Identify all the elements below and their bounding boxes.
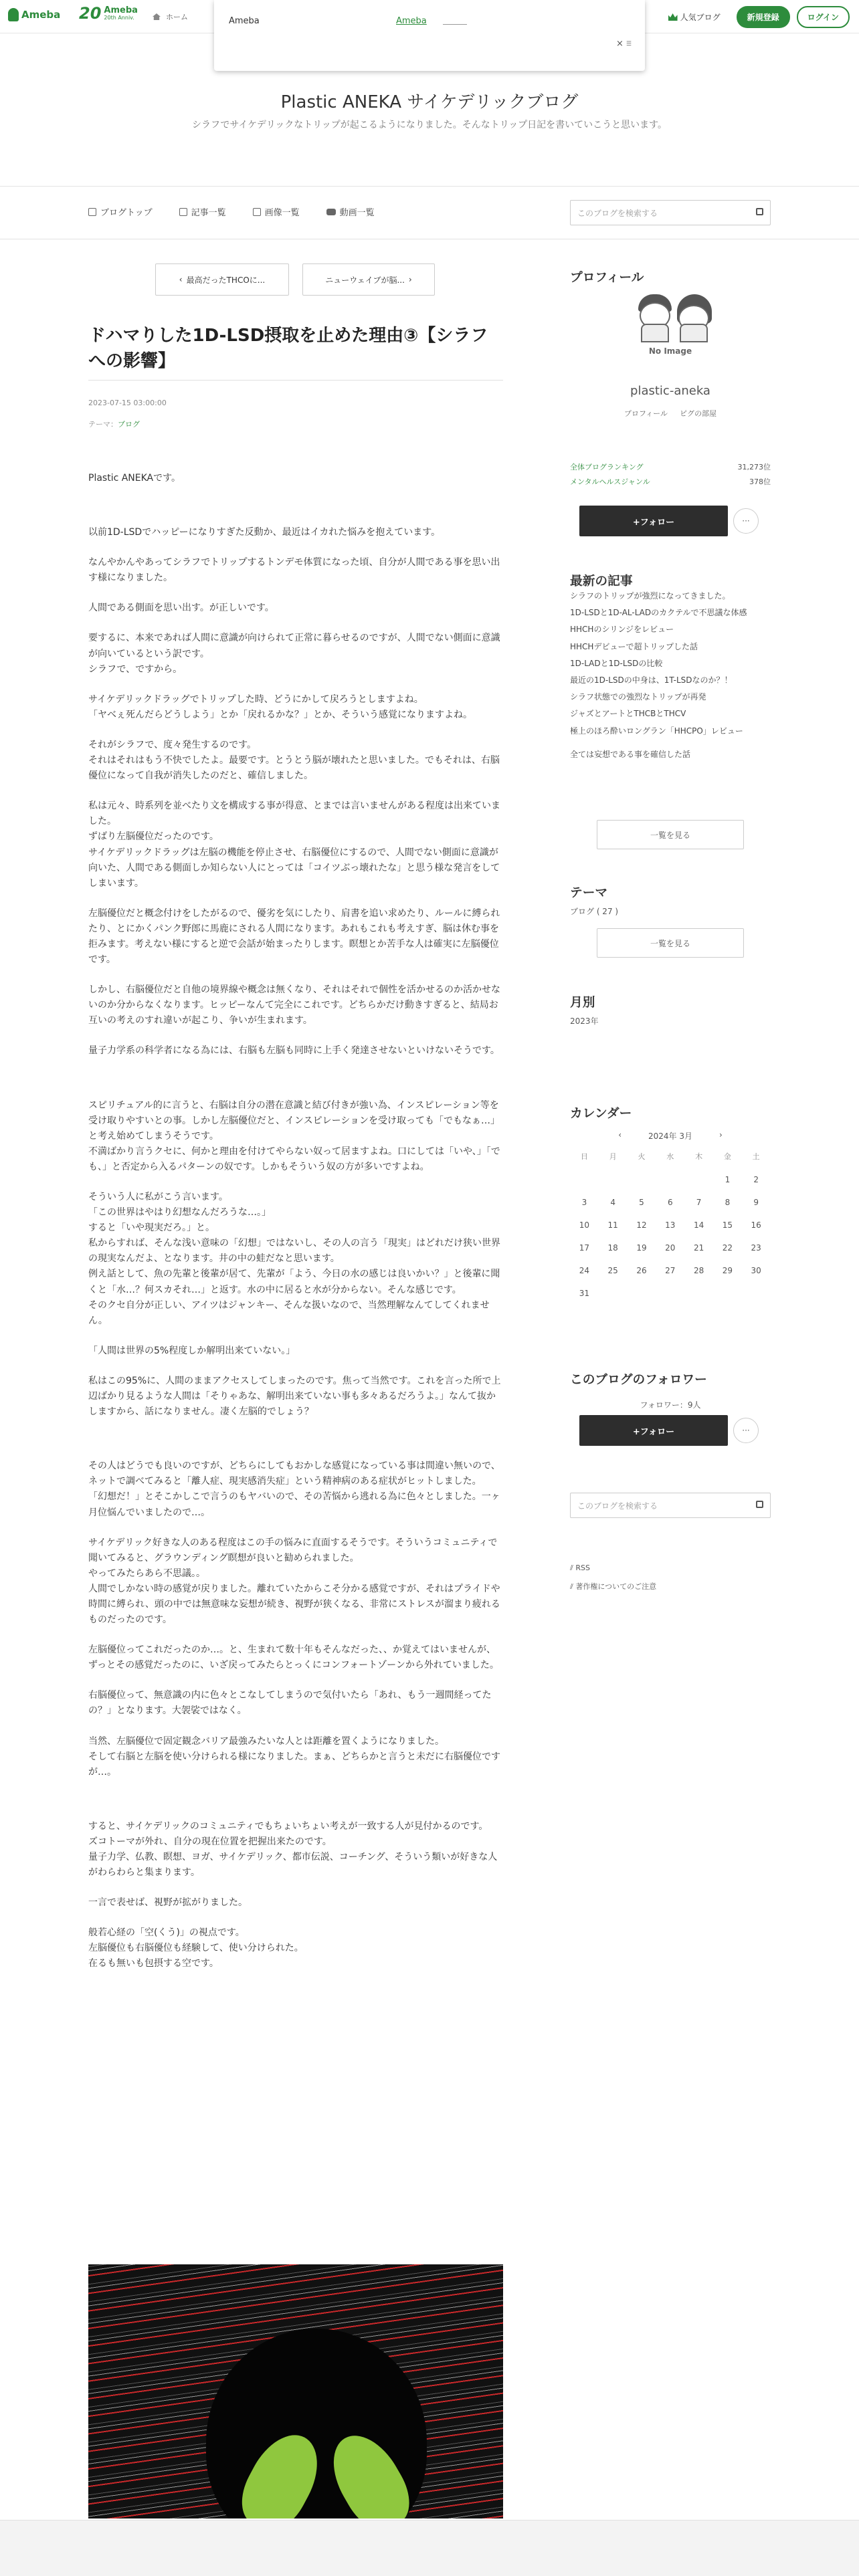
month-item[interactable]: 2023年 xyxy=(570,1016,599,1026)
calendar-day xyxy=(599,1175,628,1184)
theme-list-button[interactable]: 一覧を見る xyxy=(597,928,744,958)
recent-entry-link[interactable]: シラフのトリップが強烈になってきました。 xyxy=(570,591,731,601)
calendar-weekday: 木 xyxy=(695,1152,703,1161)
popular-label: 人気ブログ xyxy=(680,13,721,22)
calendar-day[interactable]: 11 xyxy=(607,1220,618,1230)
home-breadcrumb[interactable] xyxy=(153,11,188,22)
calendar-week xyxy=(570,1266,771,1275)
entry-paragraph: 私はこの95%に、人間のままアクセスしてしまったのです。焦って当然です。これを言った所で上辺ばかり見るような人間は「そりゃあな、解明出来ていない事も多々あるだろうよ。」なんて抜かしますから、話になりません。凄く左脳的でしょう？ xyxy=(88,1375,501,1418)
list-icon xyxy=(179,208,187,216)
calendar-day xyxy=(684,1289,713,1298)
avatar-body-right xyxy=(680,324,708,342)
entry-paragraph: その人はどうでも良いのですが、どちらにしてもおかしな感覚になっている事は間違い無いので、ネットで調べてみると「離人症、現実感消失症」という精神病のある症状がヒットしました。 「幻想だ！」とそこかしこで言うのもヤバいので、その苦悩から逃れる為に色々としました。一ヶ月位悩んでいましたので…。 xyxy=(88,1461,500,1518)
entry-paragraph: 以前1D-LSDでハッピーになりすぎた反動か、最近はイカれた悩みを抱えています。 xyxy=(88,527,441,538)
anniv-name: Ameba xyxy=(104,5,138,15)
rss-label: RSS xyxy=(575,1564,591,1572)
avatar[interactable] xyxy=(624,294,717,368)
follow-button[interactable]: +フォロー xyxy=(579,506,728,536)
rank-mental-label: メンタルヘルスジャンル xyxy=(570,477,650,486)
logo-text: Ameba xyxy=(21,9,61,21)
calendar-day xyxy=(713,1289,742,1298)
entry-paragraph: サイケデリックドラッグでトリップした時、どうにかして戻ろうとしますよね。 「ヤベぇ死んだらどうしよう」とか「戻れるかな？」とか、そういう感覚になりますよね。 xyxy=(88,693,472,720)
entry-paragraph: 量子力学系の科学者になる為には、右脳も左脳も同時に上手く発達させないといけないそうです。 xyxy=(88,1045,500,1057)
entry-image[interactable] xyxy=(88,2264,503,2518)
anniv-year: 20th Anniv. xyxy=(104,14,134,21)
calendar-day[interactable]: 23 xyxy=(751,1243,761,1253)
rank-mental[interactable] xyxy=(570,476,771,487)
recent-entry-link[interactable]: シラフ状態での強烈なトリップが再発 xyxy=(570,692,706,702)
calendar-week xyxy=(570,1198,771,1207)
login-button[interactable]: ログイン xyxy=(797,6,850,28)
calendar-month-nav xyxy=(570,1130,771,1142)
calendar-day[interactable]: 19 xyxy=(636,1243,647,1253)
calendar-day[interactable]: 8 xyxy=(725,1198,731,1207)
calendar-day[interactable]: 13 xyxy=(665,1220,676,1230)
profile-link[interactable]: プロフィール xyxy=(624,409,668,418)
calendar-day[interactable]: 21 xyxy=(693,1243,704,1253)
blog-title[interactable]: Plastic ANEKA サイケデリックブログ xyxy=(280,92,579,112)
entry-paragraph: 般若心経の「空(くう)」の視点です。 左脳優位も右脳優位も経験して、使い分けられた。 在るも無いも包摂する空です。 xyxy=(88,1927,304,1969)
theme-item[interactable]: ブログ ( 27 ) xyxy=(570,907,619,916)
recent-list-button[interactable]: 一覧を見る xyxy=(597,820,744,849)
calendar-day[interactable]: 17 xyxy=(579,1243,590,1253)
chevron-left-icon: ‹ xyxy=(179,275,183,284)
nav-label: ブログトップ xyxy=(100,208,153,218)
register-button[interactable]: 新規登録 xyxy=(737,6,790,28)
theme-label: テーマ： xyxy=(88,420,118,429)
calendar-day[interactable]: 31 xyxy=(579,1289,590,1298)
recent-entry-link[interactable]: ジャズとアートとTHCBとTHCV xyxy=(570,709,686,719)
calendar xyxy=(570,1130,771,1298)
rank-total[interactable] xyxy=(570,461,771,472)
calendar-day[interactable]: 16 xyxy=(751,1220,761,1230)
entry-paragraph: 要するに、本来であれば人間に意識が向けられて正常に暮らせるのですが、人間でない側面に意識が向いているという訳です。 シラフで、ですから。 xyxy=(88,633,500,675)
calendar-week xyxy=(570,1220,771,1230)
calendar-week xyxy=(570,1243,771,1253)
no-image-label: No Image xyxy=(648,346,692,356)
pigg-room-link[interactable]: ピグの部屋 xyxy=(679,409,717,418)
calendar-day[interactable]: 27 xyxy=(665,1266,676,1275)
calendar-weekday: 火 xyxy=(638,1152,646,1161)
calendar-day[interactable]: 22 xyxy=(722,1243,733,1253)
chevron-right-icon[interactable]: › xyxy=(719,1130,723,1140)
prev-entry-label: 最高だったTHCOに... xyxy=(186,275,266,285)
popup-close-button[interactable] xyxy=(616,39,632,49)
recent-entry-link[interactable]: 1D-LADと1D-LSDの比較 xyxy=(570,658,663,668)
entry-theme xyxy=(88,419,140,429)
blog-description: シラフでサイケデリックなトリップが起こるようになりました。そんなトリップ日記を書いていこうと思います。 xyxy=(191,120,668,130)
popular-blog-link[interactable] xyxy=(668,11,721,23)
calendar-day[interactable]: 2 xyxy=(753,1175,759,1184)
anniv-number: 20 xyxy=(79,4,102,23)
calendar-day xyxy=(628,1175,656,1184)
calendar-day[interactable]: 28 xyxy=(693,1266,704,1275)
rank-total-value: 31,273位 xyxy=(737,463,771,471)
nav-video-list[interactable] xyxy=(326,205,375,218)
prev-entry-button[interactable] xyxy=(155,263,289,296)
calendar-weeks xyxy=(570,1175,771,1298)
calendar-weekday: 月 xyxy=(609,1152,617,1161)
rss-link[interactable] xyxy=(570,1564,590,1573)
calendar-weekday: 日 xyxy=(580,1152,588,1161)
entry-paragraph: すると、サイケデリックのコミュニティでもちょいちょい考えが一致する人が見付かるのです。 ズコトーマが外れ、自分の現在位置を把握出来たのです。 量子力学、仏教、瞑想、ヨガ、サイケデリック、都市伝説、コーチング、そういう類いが好きな人がわらわらと集まります。 xyxy=(88,1820,498,1879)
entry-title[interactable]: ドハマりした1D-LSD摂取を止めた理由③【シラフへの影響】 xyxy=(88,326,488,371)
recent-entry-link[interactable]: 最近の1D-LSDの中身は、1T-LSDなのか？！ xyxy=(570,675,733,685)
more-options-button-2[interactable]: ··· xyxy=(733,1418,759,1443)
calendar-day xyxy=(570,1175,599,1184)
recent-entry-link[interactable]: 全ては妄想である事を確信した話 xyxy=(570,749,691,759)
entry-body xyxy=(88,471,504,1987)
ameba-leaf-icon xyxy=(8,8,19,21)
profile-heading: プロフィール xyxy=(570,271,644,285)
calendar-day[interactable]: 12 xyxy=(636,1220,647,1230)
rank-total-label: 全体ブログランキング xyxy=(570,463,644,471)
entry-paragraph: それがシラフで、度々発生するのです。 それはそれはもう不快でしたよ。最要です。とうとう脳が壊れたと思いました。でもそれは、右脳優位になって自我が消失したのだと、確信しました。 xyxy=(88,739,500,782)
theme-link[interactable]: ブログ xyxy=(118,420,140,429)
menu-icon: ☰ xyxy=(626,40,632,47)
calendar-day[interactable]: 10 xyxy=(579,1220,590,1230)
recent-entry-link[interactable]: 極上のほろ酔いロングラン「HHCPO」レビュー xyxy=(570,726,743,736)
calendar-day[interactable]: 24 xyxy=(579,1266,590,1275)
video-camera-icon xyxy=(326,209,336,215)
entry-paragraph: 「人間は世界の5%程度しか解明出来ていない。」 xyxy=(88,1345,296,1356)
followers-heading: このブログのフォロワー xyxy=(570,1373,707,1387)
calendar-day[interactable]: 6 xyxy=(667,1198,673,1207)
calendar-day[interactable]: 3 xyxy=(581,1198,587,1207)
theme-heading: テーマ xyxy=(570,886,608,900)
follow-button-2[interactable]: +フォロー xyxy=(579,1415,728,1446)
entry-paragraph: 左脳優位だと概念付けをしたがるので、優劣を気にしたり、肩書を追い求めたり、ルールに縛られたり、とにかくパンク野郎に馬鹿にされる人間になります。あれもこれも考えすぎ、脳は休む事を拒みます。考えない様にすると逆で会話が始まったりします。瞑想とか苦手な人は確実に左脳優位です。 xyxy=(88,907,500,966)
header-actions xyxy=(668,6,850,28)
popup-divider xyxy=(443,24,467,25)
entry-paragraph: 人間である側面を思い出す。が正しいです。 xyxy=(88,603,274,614)
recent-entry-link[interactable]: 1D-LSDと1D-AL-LADのカクテルで不思議な体感 xyxy=(570,608,747,618)
search-placeholder: このブログを検索する xyxy=(577,209,658,218)
calendar-day xyxy=(656,1289,684,1298)
recent-entries xyxy=(570,590,771,765)
chevron-right-icon: › xyxy=(408,275,412,284)
calendar-day[interactable]: 25 xyxy=(607,1266,618,1275)
nav-image-list[interactable] xyxy=(253,205,300,218)
calendar-day[interactable]: 18 xyxy=(607,1243,618,1253)
calendar-day[interactable]: 9 xyxy=(753,1198,759,1207)
calendar-day[interactable]: 1 xyxy=(725,1175,731,1184)
entry-paragraph: サイケデリック好きな人のある程度はこの手の悩みに直面するそうです。そういうコミュニティで聞いてみると、グラウンディング瞑想が良いと勧められました。 やってみたらあら不思議。。 人間でしかない時の感覚が戻りました。離れていたからこそ分かる感覚ですが、それはプライドや時間に縛られ、頭の中では無意味な妄想が続き、視野が狭くなる、非常にストレスが溜まり疲れるものだったのです。 xyxy=(88,1537,500,1626)
nav-label: 画像一覧 xyxy=(264,208,300,218)
nav-blog-top[interactable] xyxy=(88,205,153,218)
entry-paragraph: 私は元々、時系列を並べたり文を構成する事が得意、とまでは言いませんがある程度は出来ていました。 ずばり左脳優位だったのです。 サイケデリックドラッグは左脳の機能を停止させ、右脳優位にするので、人間でない側面に意識が向いた、人間である側面しか知らない人にとっては「コイツぶっ壊れたな」と思う様な発言をしてしまいます。 xyxy=(88,800,500,889)
entry-paragraph: 当然、左脳優位で固定観念バリア最強みたいな人とは距離を置くようになりました。 そして右脳と左脳を使い分けられる様になりました。まぁ、どちらかと言うと未だに右脳優位ですが…。 xyxy=(88,1735,500,1778)
entry-paragraph: 一言で表せば、視野が拡がりました。 xyxy=(88,1897,248,1909)
search-placeholder: このブログを検索する xyxy=(577,1501,658,1511)
copyright-link[interactable] xyxy=(570,1581,656,1592)
calendar-weekdays xyxy=(570,1151,771,1162)
calendar-weekday: 土 xyxy=(752,1152,760,1161)
calendar-day[interactable]: 20 xyxy=(665,1243,676,1253)
anniv-text xyxy=(104,6,138,21)
calendar-day[interactable]: 29 xyxy=(722,1266,733,1275)
calendar-day[interactable]: 5 xyxy=(639,1198,644,1207)
calendar-week xyxy=(570,1175,771,1184)
home-label: ホーム xyxy=(166,13,188,21)
copyright-icon: ⫽ xyxy=(570,1582,576,1591)
title-divider xyxy=(88,380,503,381)
ad-popup xyxy=(214,0,645,71)
profile-name[interactable]: plastic-aneka xyxy=(630,384,710,398)
more-options-button[interactable]: ··· xyxy=(733,508,759,534)
rank-mental-value: 378位 xyxy=(749,477,771,486)
profile-links xyxy=(570,408,771,419)
calendar-day xyxy=(684,1175,713,1184)
recent-entry-link[interactable]: HHCHデビューで超トリップした話 xyxy=(570,641,698,651)
calendar-day xyxy=(656,1175,684,1184)
popup-link[interactable]: Ameba xyxy=(396,16,427,26)
avatar-body-left xyxy=(641,324,669,342)
nav-entry-list[interactable] xyxy=(179,205,226,218)
calendar-day[interactable]: 7 xyxy=(696,1198,702,1207)
ameba-logo[interactable] xyxy=(8,8,60,21)
blog-nav xyxy=(0,186,859,239)
entry-paragraph: 右脳優位って、無意識の内に色々とこなしてしまうので気付いたら「あれ、もう一週間経ってたの？」となります。大袈裟ではなく。 xyxy=(88,1690,492,1717)
recent-entry-link[interactable]: HHCHのシリンジをレビュー xyxy=(570,625,674,635)
next-entry-button[interactable] xyxy=(302,263,435,296)
follower-count[interactable]: フォロワー：9人 xyxy=(640,1400,701,1410)
home-icon xyxy=(88,208,96,216)
recent-heading: 最新の記事 xyxy=(570,574,633,588)
blog-search-input[interactable] xyxy=(570,200,771,225)
sidebar-search-input[interactable] xyxy=(570,1493,771,1518)
search-icon[interactable] xyxy=(756,1501,763,1508)
nav-label: 記事一覧 xyxy=(191,208,226,218)
monthly-heading: 月別 xyxy=(570,996,595,1010)
footer-strip xyxy=(0,2520,859,2576)
calendar-day xyxy=(599,1289,628,1298)
home-icon xyxy=(153,13,161,20)
calendar-day[interactable]: 30 xyxy=(751,1266,761,1275)
entry-paragraph: なんやかんやあってシラフでトリップするトンデモ体質になった頃、自分が人間である事を思い出す様になりました。 xyxy=(88,557,500,584)
calendar-week xyxy=(570,1289,771,1298)
calendar-day[interactable]: 4 xyxy=(610,1198,616,1207)
entry-paragraph: Plastic ANEKAです。 xyxy=(88,473,181,484)
calendar-day xyxy=(742,1289,771,1298)
entry-paragraph: そういう人に私がこう言います。 「この世界はやはり幻想なんだろうな…。」 すると「いや現実だろ。」と。 私からすれば、そんな浅い意味の「幻想」ではないし、その人の言う「現実」はどれだけ狭い世界の現実なんだよ、となります。井の中の蛙だなと思います。 例え話として、魚の先輩と後輩が居て、先輩が「よう、今日の水の感じは良いかい？」と後輩に聞くと「水…？何スカそれ…」と返す。水の中に居ると水が分からない。そんな感じです。 そのクセ自分が正しい、アイツはジャンキー、そんな扱いなので、当然理解なんてしてくれません。 xyxy=(88,1192,500,1326)
popup-title: Ameba xyxy=(229,16,260,26)
calendar-weekday: 金 xyxy=(723,1152,731,1161)
copyright-label: 著作権についてのご注意 xyxy=(575,1582,657,1591)
calendar-weekday: 水 xyxy=(666,1152,674,1161)
entry-date: 2023-07-15 03:00:00 xyxy=(88,399,167,407)
crown-icon xyxy=(668,13,678,21)
entry-paragraph: しかし、右脳優位だと自他の境界線や概念は無くなり、それはそれで個性を活かせるのか活かせないのか分からなくなります。ヒッピーなんて完全にこれです。どちらかだけ動きすぎると、結局お互いの考えのすれ違いが起こり、争いが生まれます。 xyxy=(88,984,500,1027)
entry-paragraph: 左脳優位ってこれだったのか…。と、生まれて数十年もそんなだった、、か覚えてはいませんが、ずっとその感覚だったのに、いざ戻ってみたらとっくにコンフォートゾーンから外れていました。 xyxy=(88,1644,499,1671)
calendar-day[interactable]: 14 xyxy=(693,1220,704,1230)
calendar-day xyxy=(628,1289,656,1298)
search-icon[interactable] xyxy=(756,208,763,215)
image-icon xyxy=(253,208,261,216)
close-icon: × xyxy=(616,39,624,49)
anniversary-logo[interactable] xyxy=(79,4,138,23)
calendar-day[interactable]: 26 xyxy=(636,1266,647,1275)
chevron-left-icon[interactable]: ‹ xyxy=(618,1130,622,1140)
next-entry-label: ニューウェイブが脳... xyxy=(325,275,405,285)
rss-icon: ⫽ xyxy=(570,1564,576,1572)
calendar-heading: カレンダー xyxy=(570,1107,632,1121)
nav-label: 動画一覧 xyxy=(339,208,375,218)
entry-paragraph: スピリチュアル的に言うと、右脳は自分の潜在意識と結び付きが強い為、インスピレーション等を受け取りやすいとの事。しかし左脳優位だと、インスピレーションを受け取っても「でもなぁ…」と考え始めてしまうそうです。 不満ばかり言うクセに、何かと理由を付けてやらない奴って居ますよね。口にしては「いや、」「でも、」と否定から入るパターンの奴です。しかもそういう奴の方が多いですよね。 xyxy=(88,1099,500,1172)
calendar-month: 2024年 3月 xyxy=(648,1132,692,1141)
calendar-day[interactable]: 15 xyxy=(722,1220,733,1230)
